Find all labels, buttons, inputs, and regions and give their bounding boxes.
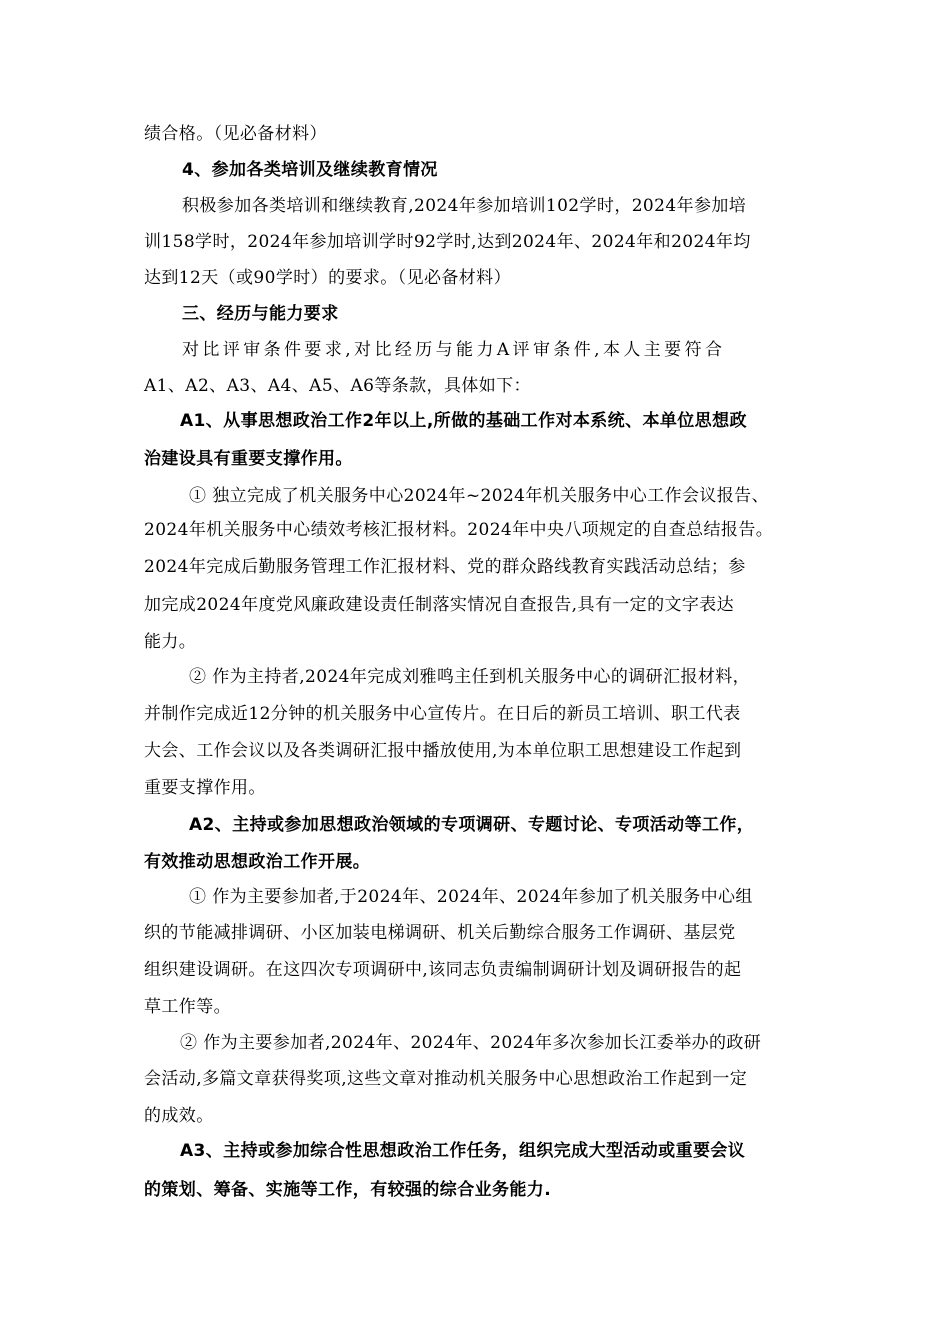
- paragraph-line: 大会、工作会议以及各类调研汇报中播放使用,为本单位职工思想建设工作起到: [144, 741, 742, 761]
- paragraph-line: 绩合格。（见必备材料）: [144, 124, 327, 144]
- paragraph-line: ① 独立完成了机关服务中心2024年~2024年机关服务中心工作会议报告、: [189, 486, 769, 506]
- paragraph-line: A1、A2、A3、A4、A5、A6等条款，具体如下：: [144, 376, 531, 396]
- criterion-heading: A3、主持或参加综合性思想政治工作任务，组织完成大型活动或重要会议: [180, 1141, 746, 1161]
- paragraph-line: 对 比 评 审 条 件 要 求 , 对 比 经 历 与 能 力 A 评 审 条 件 , 本 人 主 要 符 合: [182, 340, 721, 360]
- paragraph-line: 训158学时，2024年参加培训学时92学时,达到2024年、2024年和2024年均: [144, 232, 751, 252]
- paragraph-line: 并制作完成近12分钟的机关服务中心宣传片。在日后的新员工培训、职工代表: [144, 704, 741, 724]
- paragraph-line: 会活动,多篇文章获得奖项,这些文章对推动机关服务中心思想政治工作起到一定: [144, 1069, 748, 1089]
- paragraph-line: 草工作等。: [144, 997, 231, 1017]
- section-heading: 4、参加各类培训及继续教育情况: [182, 160, 438, 180]
- paragraph-line: 重要支撑作用。: [144, 778, 266, 798]
- paragraph-line: 达到12天（或90学时）的要求。（见必备材料）: [144, 268, 511, 288]
- criterion-heading: A2、主持或参加思想政治领域的专项调研、专题讨论、专项活动等工作，: [189, 815, 755, 835]
- section-heading: 三、经历与能力要求: [182, 304, 339, 324]
- paragraph-line: ② 作为主持者,2024年完成刘雅鸣主任到机关服务中心的调研汇报材料，: [189, 667, 751, 687]
- criterion-heading: 的策划、筹备、实施等工作，有较强的综合业务能力.: [144, 1180, 552, 1200]
- paragraph-line: 的成效。: [144, 1106, 214, 1126]
- criterion-heading: A1、从事思想政治工作2年以上,所做的基础工作对本系统、本单位思想政: [180, 411, 747, 431]
- paragraph-line: 2024年机关服务中心绩效考核汇报材料。2024年中央八项规定的自查总结报告。: [144, 520, 774, 540]
- paragraph-line: 积极参加各类培训和继续教育,2024年参加培训102学时，2024年参加培: [182, 196, 747, 216]
- paragraph-line: ② 作为主要参加者,2024年、2024年、2024年多次参加长江委举办的政研: [180, 1033, 762, 1053]
- paragraph-line: 2024年完成后勤服务管理工作汇报材料、党的群众路线教育实践活动总结；参: [144, 557, 746, 577]
- criterion-heading: 治建设具有重要支撑作用。: [144, 449, 353, 469]
- criterion-heading: 有效推动思想政治工作开展。: [144, 852, 371, 872]
- paragraph-line: ① 作为主要参加者,于2024年、2024年、2024年参加了机关服务中心组: [189, 887, 753, 907]
- paragraph-line: 加完成2024年度党风廉政建设责任制落实情况自查报告,具有一定的文字表达: [144, 595, 735, 615]
- paragraph-line: 组织建设调研。在这四次专项调研中,该同志负责编制调研计划及调研报告的起: [144, 960, 742, 980]
- paragraph-line: 能力。: [144, 632, 197, 652]
- paragraph-line: 织的节能减排调研、小区加装电梯调研、机关后勤综合服务工作调研、基层党: [144, 923, 736, 943]
